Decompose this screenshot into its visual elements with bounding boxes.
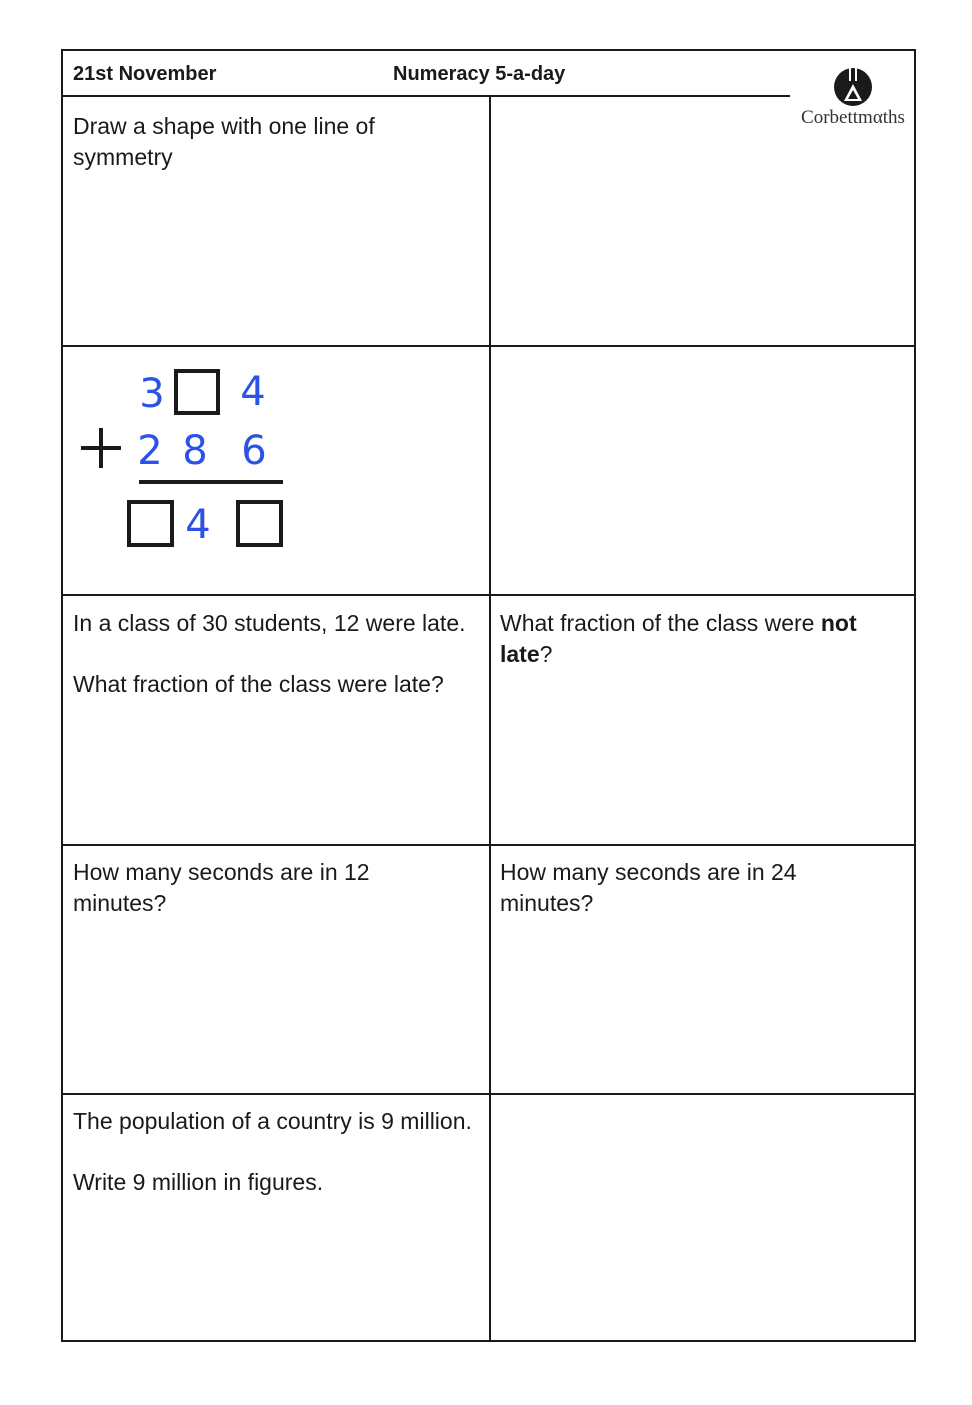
logo-text: Corbettmαths xyxy=(801,107,905,128)
digit-r2c2: 8 xyxy=(182,428,208,474)
question-population-ask: Write 9 million in figures. xyxy=(73,1169,324,1195)
digit-r2c3: 6 xyxy=(241,428,267,474)
addition-puzzle xyxy=(73,363,303,563)
digit-r1c1: 3 xyxy=(139,371,165,417)
blank-box-r3c1 xyxy=(129,502,172,545)
question-fraction-late-ask: What fraction of the class were late? xyxy=(73,671,444,697)
digit-r2c1: 2 xyxy=(137,428,163,474)
corbettmaths-logo xyxy=(790,61,916,131)
logo-mark-icon xyxy=(830,67,876,107)
row-divider-1 xyxy=(63,345,914,347)
question-seconds-12: How many seconds are in 12 minutes? xyxy=(73,859,370,916)
question-fraction-late-info: In a class of 30 students, 12 were late. xyxy=(73,610,466,636)
row-divider-3 xyxy=(63,844,914,846)
question-fraction-not-late-end: ? xyxy=(539,641,553,667)
question-population xyxy=(73,1106,473,1228)
digit-r3c2: 4 xyxy=(185,502,211,548)
question-seconds-24: How many seconds are in 24 minutes? xyxy=(500,859,797,916)
blank-box-r3c3 xyxy=(238,502,281,545)
row-divider-2 xyxy=(63,594,914,596)
column-divider xyxy=(489,97,491,1342)
worksheet-title: Numeracy 5-a-day xyxy=(393,63,566,85)
header-divider xyxy=(63,95,790,97)
question-fraction-not-late-emphasis: not late xyxy=(500,610,857,667)
worksheet-date: 21st November xyxy=(73,63,217,85)
question-symmetry: Draw a shape with one line of symmetry xyxy=(73,113,375,170)
question-fraction-late xyxy=(73,608,473,730)
row-divider-4 xyxy=(63,1093,914,1095)
digit-r1c3: 4 xyxy=(240,369,266,415)
blank-box-r1c2 xyxy=(176,371,218,413)
worksheet xyxy=(61,49,916,1342)
question-fraction-not-late-text: What fraction of the class were xyxy=(500,610,821,636)
question-fraction-not-late xyxy=(500,608,900,670)
question-population-info: The population of a country is 9 million. xyxy=(73,1108,472,1134)
plus-sign xyxy=(81,428,121,468)
